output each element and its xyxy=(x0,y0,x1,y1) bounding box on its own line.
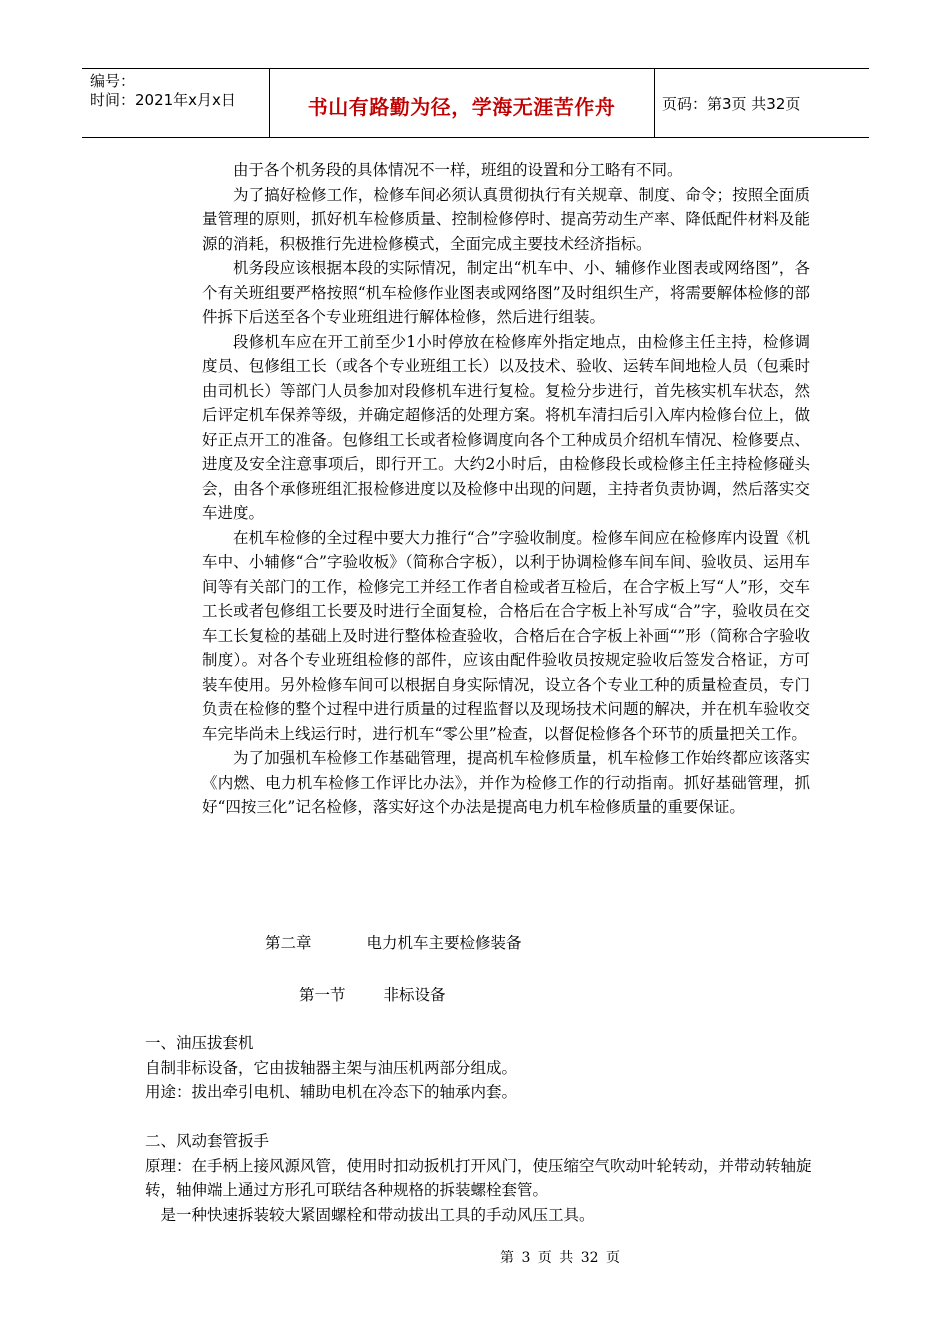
item-line: 原理：在手柄上接风源风管，使用时扣动扳机打开风门，使压缩空气吹动叶轮转动，并带动转轴旋转，轴伸端上通过方形孔可联结各种规格的拆装螺栓套管。 xyxy=(145,1156,812,1199)
item-line: 自制非标设备，它由拔轴器主架与油压机两部分组成。 xyxy=(145,1058,518,1077)
equipment-item xyxy=(145,1031,815,1105)
header-meta xyxy=(90,72,236,110)
section-number: 第一节 xyxy=(299,986,346,1004)
document-time-label: 时间：2021年x月x日 xyxy=(90,91,236,109)
page-footer: 第 3 页 共 32 页 xyxy=(500,1250,620,1266)
paragraph: 机务段应该根据本段的实际情况，制定出“机车中、小、辅修作业图表或网络图”，各个有关班组要严格按照“机车检修作业图表或网络图”及时组织生产，将需要解体检修的部件拆下后送至各个专业班组进行解体检修，然后进行组装。 xyxy=(202,259,810,326)
paragraph: 由于各个机务段的具体情况不一样，班组的设置和分工略有不同。 xyxy=(233,161,683,179)
header-divider xyxy=(654,69,655,137)
item-heading: 二、风动套管扳手 xyxy=(145,1132,270,1150)
paragraph: 段修机车应在开工前至少1小时停放在检修库外指定地点，由检修主任主持，检修调度员、包修组工长（或各个专业班组工长）以及技术、验收、运转车间地检人员（包乘时由司机长）等部门人员参加对段修机车进行复检。复检分步进行，首先核实机车状态，然后评定机车保养等级，并确定超修活的处理方案。将机车清扫后引入库内检修台位上，做好正点开工的准备。包修组工长或者检修调度向各个工种成员介绍机车情况、检修要点、进度及安全注意事项后，即行开工。大约2小时后，由检修段长或检修主任主持检修碰头会，由各个承修班组汇报检修进度以及检修中出现的问题，主持者负责协调，然后落实交车进度。 xyxy=(202,332,810,522)
chapter-heading xyxy=(265,931,522,953)
body-text xyxy=(202,158,810,820)
paragraph: 为了搞好检修工作，检修车间必须认真贯彻执行有关规章、制度、命令；按照全面质量管理的原则，抓好机车检修质量、控制检修停时、提高劳动生产率、降低配件材料及能源的消耗，积极推行先进检修模式，全面完成主要技术经济指标。 xyxy=(202,185,810,253)
section-heading xyxy=(299,983,446,1005)
item-line: 用途：拔出牵引电机、辅助电机在冷态下的轴承内套。 xyxy=(145,1083,518,1101)
paragraph: 在机车检修的全过程中要大力推行“合”字验收制度。检修车间应在检修库内设置《机车中、小辅修“合”字验收板》（简称合字板），以利于协调检修车间车间、验收员、运用车间等有关部门的工作，检修完工并经工作者自检或者互检后，在合字板上写“人”形，交车工长或者包修组工长要及时进行全面复检，合格后在合字板上补写成“合”字，验收员在交车工长复检的基础上及时进行整体检查验收，合格后在合字板上补画“”形（简称合字验收制度）。对各个专业班组检修的部件，应该由配件验收员按规定验收后签发合格证，方可装车使用。另外检修车间可以根据自身实际情况，设立各个专业工种的质量检查员，专门负责在检修的整个过程中进行质量的过程监督以及现场技术问题的解决，并在机车验收交车完毕尚未上线运行时，进行机车“零公里”检查，以督促检修各个环节的质量把关工作。 xyxy=(202,528,810,743)
item-heading: 一、油压拔套机 xyxy=(145,1034,254,1052)
document-number-label: 编号： xyxy=(90,72,136,90)
header-page-info: 页码：第3页 共32页 xyxy=(662,95,801,113)
chapter-number: 第二章 xyxy=(265,934,312,952)
page-header xyxy=(82,68,869,138)
item-line: 是一种快速拆装较大紧固螺栓和带动拔出工具的手动风压工具。 xyxy=(160,1205,595,1224)
chapter-title: 电力机车主要检修装备 xyxy=(366,934,522,952)
paragraph: 为了加强机车检修工作基础管理，提高机车检修质量，机车检修工作始终都应该落实《内燃、电力机车检修工作评比办法》，并作为检修工作的行动指南。抓好基础管理，抓好“四按三化”记名检修，落实好这个办法是提高电力机车检修质量的重要保证。 xyxy=(202,749,810,816)
section-title: 非标设备 xyxy=(383,986,446,1004)
equipment-item xyxy=(145,1129,815,1227)
header-motto: 书山有路勤为径，学海无涯苦作舟 xyxy=(307,95,616,119)
